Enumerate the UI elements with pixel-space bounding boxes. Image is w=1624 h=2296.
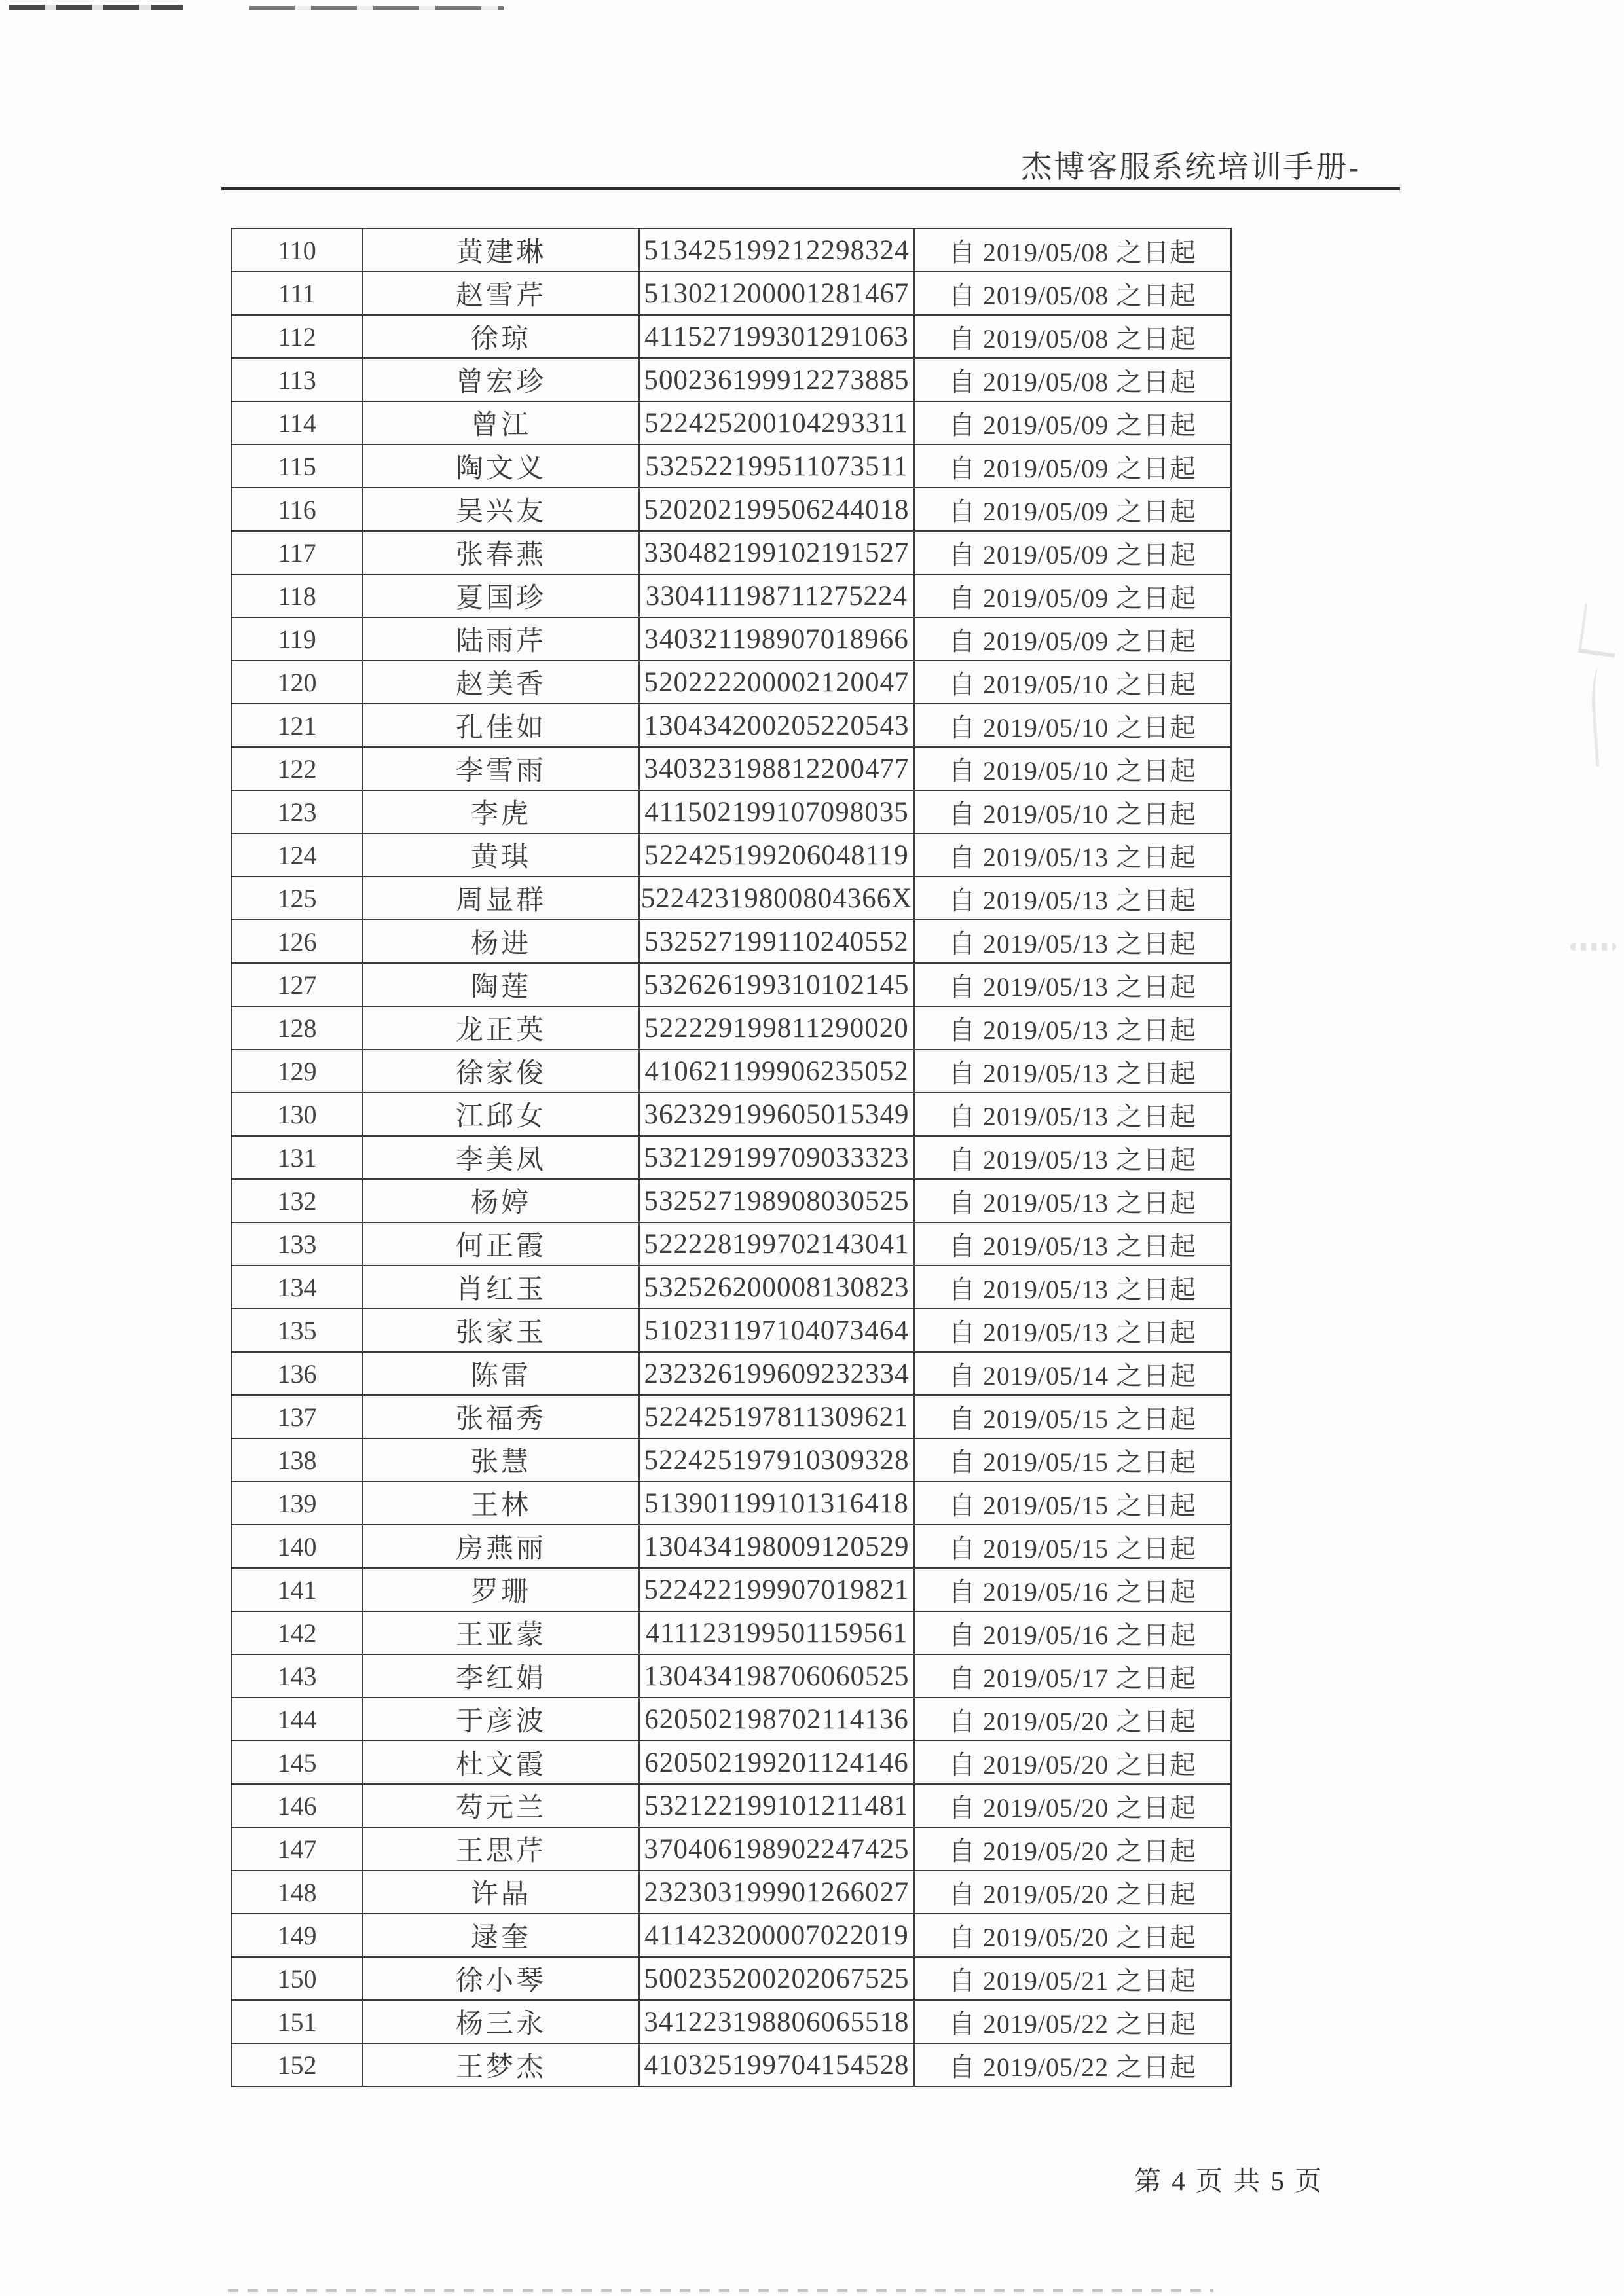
cell-name: 黄琪 [363,833,639,877]
cell-no: 131 [231,1136,363,1179]
scan-artifact-right-mark [1578,603,1621,657]
cell-no: 134 [231,1266,363,1309]
cell-no: 139 [231,1482,363,1525]
cell-no: 126 [231,920,363,963]
cell-no: 150 [231,1957,363,2000]
cell-id: 410621199906235052 [639,1049,914,1093]
cell-date: 自 2019/05/16 之日起 [914,1568,1231,1611]
table-row [231,1006,1231,1049]
roster-table [231,228,1232,2087]
cell-id: 522425197910309328 [639,1438,914,1482]
cell-id: 620502199201124146 [639,1741,914,1784]
roster-table-body [231,228,1231,2086]
table-row [231,1827,1231,1870]
cell-date: 自 2019/05/10 之日起 [914,790,1231,833]
cell-date: 自 2019/05/09 之日起 [914,445,1231,488]
cell-date: 自 2019/05/08 之日起 [914,358,1231,401]
cell-date: 自 2019/05/09 之日起 [914,401,1231,445]
cell-name: 黄建琳 [363,228,639,272]
cell-name: 何正霞 [363,1222,639,1266]
cell-id: 522228199702143041 [639,1222,914,1266]
cell-date: 自 2019/05/13 之日起 [914,1222,1231,1266]
cell-name: 张慧 [363,1438,639,1482]
scan-artifact-right-curve [1589,667,1616,767]
cell-name: 王亚蒙 [363,1611,639,1654]
cell-id: 130434198009120529 [639,1525,914,1568]
cell-id: 500236199912273885 [639,358,914,401]
cell-id: 52242319800804366X [639,877,914,920]
cell-no: 146 [231,1784,363,1827]
cell-date: 自 2019/05/13 之日起 [914,963,1231,1006]
cell-no: 119 [231,617,363,661]
table-row [231,1266,1231,1309]
document-header-title: 杰博客服系统培训手册- [1021,151,1361,185]
table-row [231,574,1231,617]
cell-date: 自 2019/05/17 之日起 [914,1654,1231,1698]
table-row [231,1049,1231,1093]
cell-date: 自 2019/05/20 之日起 [914,1827,1231,1870]
cell-name: 肖红玉 [363,1266,639,1309]
cell-date: 自 2019/05/08 之日起 [914,228,1231,272]
scan-artifact-top-left-line [9,5,183,10]
cell-date: 自 2019/05/09 之日起 [914,531,1231,574]
cell-date: 自 2019/05/13 之日起 [914,1266,1231,1309]
cell-date: 自 2019/05/20 之日起 [914,1870,1231,1914]
cell-no: 116 [231,488,363,531]
cell-no: 118 [231,574,363,617]
table-row [231,2000,1231,2043]
cell-no: 138 [231,1438,363,1482]
table-row [231,1784,1231,1827]
cell-id: 522229199811290020 [639,1006,914,1049]
cell-name: 于彦波 [363,1698,639,1741]
cell-name: 曾宏珍 [363,358,639,401]
table-row [231,531,1231,574]
cell-no: 122 [231,747,363,790]
cell-id: 130434198706060525 [639,1654,914,1698]
cell-no: 111 [231,272,363,315]
cell-name: 陈雷 [363,1352,639,1395]
cell-id: 232303199901266027 [639,1870,914,1914]
cell-id: 520202199506244018 [639,488,914,531]
cell-name: 逯奎 [363,1914,639,1957]
cell-id: 532129199709033323 [639,1136,914,1179]
cell-id: 500235200202067525 [639,1957,914,2000]
cell-date: 自 2019/05/13 之日起 [914,1179,1231,1222]
cell-date: 自 2019/05/13 之日起 [914,1309,1231,1352]
cell-no: 147 [231,1827,363,1870]
cell-id: 532626199310102145 [639,963,914,1006]
table-row [231,1525,1231,1568]
cell-name: 周显群 [363,877,639,920]
cell-no: 135 [231,1309,363,1352]
cell-name: 徐小琴 [363,1957,639,2000]
table-row [231,1395,1231,1438]
cell-name: 李美凤 [363,1136,639,1179]
cell-name: 李红娟 [363,1654,639,1698]
cell-name: 罗珊 [363,1568,639,1611]
cell-id: 532527199110240552 [639,920,914,963]
table-row [231,1611,1231,1654]
table-row [231,1222,1231,1266]
cell-no: 152 [231,2043,363,2086]
cell-id: 513021200001281467 [639,272,914,315]
scan-artifact-right-dots [1570,943,1616,951]
table-row [231,1870,1231,1914]
cell-no: 149 [231,1914,363,1957]
table-row [231,228,1231,272]
cell-date: 自 2019/05/14 之日起 [914,1352,1231,1395]
table-row [231,963,1231,1006]
table-row [231,833,1231,877]
table-row [231,1309,1231,1352]
cell-no: 144 [231,1698,363,1741]
cell-id: 510231197104073464 [639,1309,914,1352]
table-row [231,272,1231,315]
scan-artifact-top-line [249,6,504,10]
cell-id: 411423200007022019 [639,1914,914,1957]
cell-id: 411527199301291063 [639,315,914,358]
cell-no: 137 [231,1395,363,1438]
cell-name: 曾江 [363,401,639,445]
cell-date: 自 2019/05/16 之日起 [914,1611,1231,1654]
cell-name: 杨三永 [363,2000,639,2043]
cell-id: 330482199102191527 [639,531,914,574]
cell-name: 芶元兰 [363,1784,639,1827]
cell-name: 赵美香 [363,661,639,704]
cell-id: 513425199212298324 [639,228,914,272]
cell-date: 自 2019/05/10 之日起 [914,661,1231,704]
cell-name: 张福秀 [363,1395,639,1438]
cell-name: 王思芹 [363,1827,639,1870]
table-row [231,1914,1231,1957]
cell-no: 127 [231,963,363,1006]
cell-name: 赵雪芹 [363,272,639,315]
cell-no: 145 [231,1741,363,1784]
cell-no: 112 [231,315,363,358]
table-row [231,1741,1231,1784]
cell-date: 自 2019/05/20 之日起 [914,1914,1231,1957]
table-row [231,401,1231,445]
cell-name: 陶莲 [363,963,639,1006]
cell-name: 徐家俊 [363,1049,639,1093]
cell-date: 自 2019/05/09 之日起 [914,617,1231,661]
table-row [231,661,1231,704]
cell-id: 362329199605015349 [639,1093,914,1136]
cell-id: 130434200205220543 [639,704,914,747]
cell-no: 128 [231,1006,363,1049]
cell-no: 151 [231,2000,363,2043]
cell-no: 114 [231,401,363,445]
cell-date: 自 2019/05/13 之日起 [914,1136,1231,1179]
table-row [231,1093,1231,1136]
cell-no: 123 [231,790,363,833]
table-row [231,790,1231,833]
cell-name: 李虎 [363,790,639,833]
cell-name: 张春燕 [363,531,639,574]
cell-id: 411123199501159561 [639,1611,914,1654]
cell-id: 532527198908030525 [639,1179,914,1222]
table-row [231,1482,1231,1525]
cell-date: 自 2019/05/22 之日起 [914,2043,1231,2086]
cell-name: 徐琼 [363,315,639,358]
table-row [231,1654,1231,1698]
cell-id: 370406198902247425 [639,1827,914,1870]
cell-name: 许晶 [363,1870,639,1914]
table-row [231,445,1231,488]
table-row [231,1957,1231,2000]
cell-date: 自 2019/05/13 之日起 [914,833,1231,877]
cell-date: 自 2019/05/09 之日起 [914,488,1231,531]
scan-artifact-bottom-line [228,2289,1213,2292]
table-row [231,1698,1231,1741]
cell-id: 513901199101316418 [639,1482,914,1525]
cell-id: 341223198806065518 [639,2000,914,2043]
cell-name: 龙正英 [363,1006,639,1049]
cell-name: 杜文霞 [363,1741,639,1784]
table-row [231,920,1231,963]
cell-date: 自 2019/05/15 之日起 [914,1395,1231,1438]
cell-no: 125 [231,877,363,920]
cell-id: 340321198907018966 [639,617,914,661]
cell-id: 520222200002120047 [639,661,914,704]
cell-name: 张家玉 [363,1309,639,1352]
cell-id: 522422199907019821 [639,1568,914,1611]
cell-date: 自 2019/05/10 之日起 [914,704,1231,747]
cell-name: 王梦杰 [363,2043,639,2086]
cell-name: 李雪雨 [363,747,639,790]
table-row [231,1438,1231,1482]
cell-date: 自 2019/05/09 之日起 [914,574,1231,617]
cell-id: 522425197811309621 [639,1395,914,1438]
cell-no: 124 [231,833,363,877]
table-row [231,1136,1231,1179]
cell-id: 232326199609232334 [639,1352,914,1395]
cell-name: 夏国珍 [363,574,639,617]
cell-name: 江邱女 [363,1093,639,1136]
cell-no: 117 [231,531,363,574]
cell-id: 532526200008130823 [639,1266,914,1309]
cell-date: 自 2019/05/15 之日起 [914,1482,1231,1525]
cell-date: 自 2019/05/20 之日起 [914,1784,1231,1827]
cell-id: 532522199511073511 [639,445,914,488]
cell-name: 陆雨芹 [363,617,639,661]
cell-no: 140 [231,1525,363,1568]
table-row [231,877,1231,920]
cell-no: 141 [231,1568,363,1611]
cell-date: 自 2019/05/10 之日起 [914,747,1231,790]
table-row [231,747,1231,790]
cell-id: 522425200104293311 [639,401,914,445]
cell-date: 自 2019/05/21 之日起 [914,1957,1231,2000]
cell-name: 吴兴友 [363,488,639,531]
table-row [231,704,1231,747]
cell-date: 自 2019/05/20 之日起 [914,1698,1231,1741]
table-row [231,2043,1231,2086]
cell-no: 120 [231,661,363,704]
cell-name: 杨进 [363,920,639,963]
page-footer: 第 4 页 共 5 页 [1134,2166,1324,2196]
cell-date: 自 2019/05/13 之日起 [914,920,1231,963]
cell-name: 杨婷 [363,1179,639,1222]
table-row [231,1352,1231,1395]
table-row [231,358,1231,401]
cell-date: 自 2019/05/13 之日起 [914,877,1231,920]
cell-id: 330411198711275224 [639,574,914,617]
cell-no: 148 [231,1870,363,1914]
cell-no: 115 [231,445,363,488]
cell-no: 133 [231,1222,363,1266]
cell-date: 自 2019/05/20 之日起 [914,1741,1231,1784]
cell-name: 房燕丽 [363,1525,639,1568]
header-rule [221,187,1400,190]
cell-id: 411502199107098035 [639,790,914,833]
cell-id: 532122199101211481 [639,1784,914,1827]
cell-no: 136 [231,1352,363,1395]
cell-no: 113 [231,358,363,401]
cell-date: 自 2019/05/08 之日起 [914,315,1231,358]
cell-no: 132 [231,1179,363,1222]
cell-id: 340323198812200477 [639,747,914,790]
cell-no: 129 [231,1049,363,1093]
cell-date: 自 2019/05/22 之日起 [914,2000,1231,2043]
cell-id: 522425199206048119 [639,833,914,877]
cell-no: 130 [231,1093,363,1136]
cell-no: 121 [231,704,363,747]
cell-no: 110 [231,228,363,272]
cell-id: 410325199704154528 [639,2043,914,2086]
cell-no: 143 [231,1654,363,1698]
cell-name: 陶文义 [363,445,639,488]
table-row [231,315,1231,358]
cell-date: 自 2019/05/13 之日起 [914,1049,1231,1093]
cell-date: 自 2019/05/15 之日起 [914,1525,1231,1568]
table-row [231,617,1231,661]
cell-name: 王林 [363,1482,639,1525]
table-row [231,1179,1231,1222]
cell-name: 孔佳如 [363,704,639,747]
table-row [231,1568,1231,1611]
cell-date: 自 2019/05/13 之日起 [914,1093,1231,1136]
cell-no: 142 [231,1611,363,1654]
cell-date: 自 2019/05/08 之日起 [914,272,1231,315]
cell-id: 620502198702114136 [639,1698,914,1741]
cell-date: 自 2019/05/15 之日起 [914,1438,1231,1482]
table-row [231,488,1231,531]
cell-date: 自 2019/05/13 之日起 [914,1006,1231,1049]
